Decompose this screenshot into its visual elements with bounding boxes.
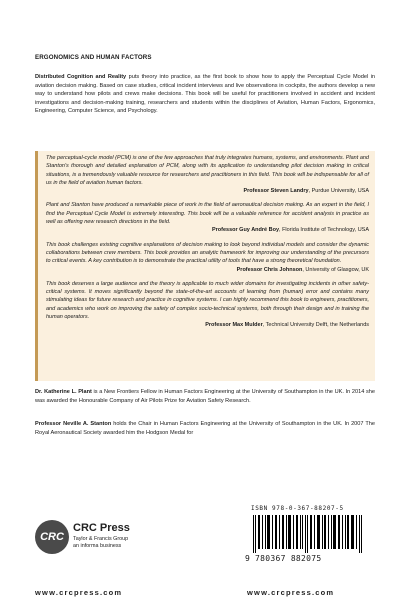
- crc-logo-icon: CRC: [35, 520, 69, 554]
- endorsement-text: This book challenges existing cognitive explanations of decision making to look beyond individual models and consider the dynamic collaborations between crew members. This book provides an analytic framework for improving our understanding of the precursors to critical events. A key contribution is to demonstrate the practical utility of tools that have a strong theoretical foundation.: [46, 241, 369, 265]
- barcode-digits: 780367 882075: [255, 554, 322, 563]
- publisher-url-right: www.crcpress.com: [247, 588, 335, 597]
- endorser-name: Professor Chris Johnson: [236, 266, 303, 273]
- endorsement-text: Plant and Stanton have produced a remarkable piece of work in the field of aeronautical decision making. As an expert in the field, I find the Perceptual Cycle Model is extremely interesting. This book will be a valuable reference for accident analysis in practice as well as offering new research directions in the field.: [46, 202, 369, 226]
- endorsement-attribution: [46, 266, 369, 274]
- author-bio-text: holds the Chair in Human Factors Engineering at the University of Southampton in the UK. In 2007 The Royal Aeronautical Society awarded him the Hodgson Medal for: [35, 421, 376, 436]
- barcode-lead-digit: 9: [245, 554, 250, 563]
- endorser-affiliation: , Purdue University, USA: [308, 188, 369, 195]
- endorser-affiliation: , Technical University Delft, the Netherlands: [262, 322, 369, 329]
- endorsement: [46, 280, 369, 330]
- isbn-barcode: [245, 505, 375, 565]
- author-name: Dr. Katherine L. Plant: [35, 389, 92, 395]
- intro-paragraph: [35, 73, 375, 116]
- category-heading: ERGONOMICS AND HUMAN FACTORS: [35, 54, 152, 61]
- endorser-name: Professor Max Mulder: [205, 322, 263, 329]
- publisher-tagline: an informa business: [73, 543, 122, 549]
- isbn-label: ISBN 978-0-367-88207-5: [251, 505, 344, 512]
- author-name: Professor Neville A. Stanton: [35, 421, 112, 427]
- endorsement: [46, 201, 369, 234]
- intro-text: puts theory into practice, as the first book to show how to apply the Perceptual Cycle Model in aviation decision making. Based on case studies, critical incident interviews and live observations in cockpits, the authors develop a new way to understand how pilots and crews make decisions. This book will be useful for practitioners involved in accident and incident investigations and decision-making training, researchers and students within the disciplines of Aviation, Human Factors, Ergonomics, Engineering, Computer Science, and Psychology.: [35, 74, 375, 115]
- publisher-group: Taylor & Francis Group: [73, 536, 129, 542]
- endorsement-attribution: [46, 187, 369, 195]
- publisher-logo: [35, 518, 185, 597]
- endorser-name: Professor Steven Landry: [243, 188, 309, 195]
- back-cover: [35, 0, 375, 600]
- endorsement: [46, 241, 369, 274]
- publisher-url: www.crcpress.com: [35, 588, 123, 597]
- endorser-name: Professor Guy André Boy: [211, 227, 280, 234]
- publisher-name: CRC Press: [73, 522, 130, 534]
- barcode-icon: [245, 515, 375, 553]
- book-title: Distributed Cognition and Reality: [35, 74, 127, 80]
- author-bio: [35, 388, 375, 405]
- author-bio-text: is a New Frontiers Fellow in Human Factors Engineering at the University of Southampton in the UK. In 2014 she was awarded the Honourable Company of Air Pilots Prize for Aviation Safety Research.: [35, 389, 375, 404]
- author-bio: [35, 420, 375, 437]
- endorsement-text: This book deserves a large audience and the theory is applicable to much wider domains for investigating incidents in other safety-critical systems. It moves significantly beyond the state-of-the-art accounts of learning from (human) error and contains many stimulating ideas for future research and practice in cognitive systems. I can highly recommend this book to engineers, practitioners, and academics who work on improving the safety of complex socio-technical systems, both through their design and in training the human operators.: [46, 280, 369, 321]
- endorsements-box: [35, 151, 375, 381]
- endorsement: [46, 154, 369, 195]
- endorser-affiliation: , Florida Institute of Technology, USA: [279, 227, 369, 234]
- endorsement-attribution: [46, 321, 369, 329]
- endorsement-attribution: [46, 226, 369, 234]
- endorser-affiliation: , University of Glasgow, UK: [302, 266, 369, 273]
- endorsement-text: The perceptual-cycle model (PCM) is one of the few approaches that truly integrates humans, systems, and environments. Plant and Stanton's thorough and detailed explanation of PCM, along with its application to understanding pilot decision making in critical situations, is a tremendously valuable resource for researchers and practitioners in this field. This book will be indispensable for all of us in the field of aviation human factors.: [46, 155, 369, 186]
